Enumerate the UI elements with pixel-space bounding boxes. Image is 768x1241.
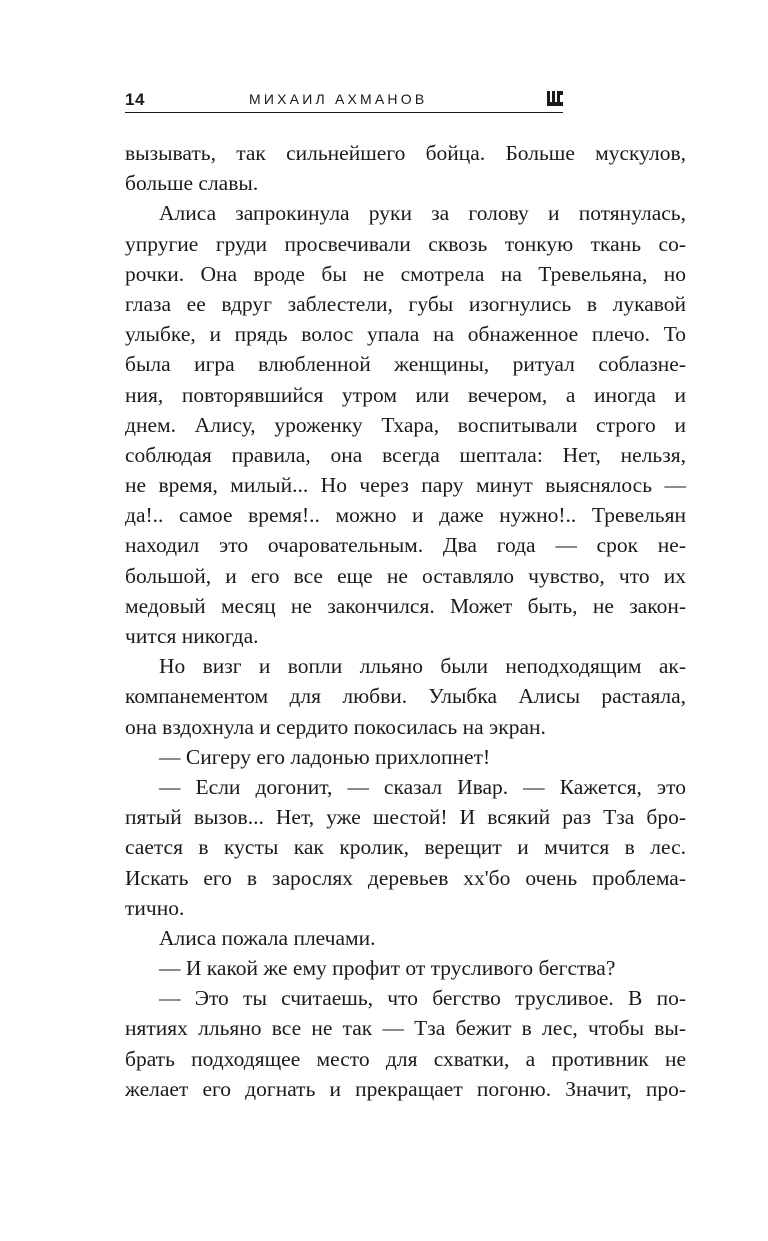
text-line: — Если догонит, — сказал Ивар. — Кажется, это — [159, 774, 686, 799]
publisher-logo-icon — [547, 91, 563, 106]
text-line: глаза ее вдруг заблестели, губы изогнулись в лукавой — [125, 291, 686, 316]
text-line: Алиса пожала плечами. — [159, 925, 376, 950]
text-line: не время, милый... Но через пару минут выяснялось — — [125, 473, 686, 498]
text-line: днем. Алису, уроженку Тхара, воспитывали строго и — [125, 412, 686, 437]
text-line: пятый вызов... Нет, уже шестой! И всякий раз Тза бро- — [125, 805, 686, 830]
text-line: улыбке, и прядь волос упала на обнаженное плечо. То — [125, 322, 686, 347]
text-line: вызывать, так сильнейшего бойца. Больше мускулов, — [125, 141, 686, 165]
text-line: была игра влюбленной женщины, ритуал соблазне- — [125, 352, 686, 377]
text-line: сается в кусты как кролик, верещит и мчится в лес. — [125, 835, 686, 860]
text-line: тично. — [125, 895, 185, 920]
text-line: большой, и его все еще не оставляло чувство, что их — [125, 563, 686, 588]
text-line: Искать его в зарослях деревьев хх'бо очень проблема- — [125, 865, 686, 890]
text-line: соблюдая правила, она всегда шептала: Нет, нельзя, — [125, 442, 686, 467]
text-line: медовый месяц не закончился. Может быть, не закон- — [125, 593, 686, 618]
text-line: упругие груди просвечивали сквозь тонкую ткань со- — [125, 231, 686, 256]
text-line: чится никогда. — [125, 624, 259, 648]
text-line: ния, повторявшийся утром или вечером, а иногда и — [125, 382, 686, 407]
text-line: Алиса запрокинула руки за голову и потянулась, — [159, 201, 686, 226]
header-rule — [125, 112, 563, 113]
page-number: 14 — [125, 90, 145, 109]
text-line: компанементом для любви. Улыбка Алисы растаяла, — [125, 684, 686, 709]
text-line: — Сигеру его ладонью прихлопнет! — [159, 744, 491, 769]
text-line: Но визг и вопли лльяно были неподходящим ак- — [159, 654, 686, 679]
text-line: да!.. самое время!.. можно и даже нужно!.. Тревельян — [125, 503, 686, 528]
running-head-author: МИХАИЛ АХМАНОВ — [249, 91, 428, 107]
text-line: — Это ты считаешь, что бегство трусливое. В по- — [159, 986, 686, 1011]
text-line: брать подходящее место для схватки, а противник не — [125, 1046, 686, 1071]
page-header — [125, 88, 563, 114]
text-line: — И какой же ему профит от трусливого бегства? — [159, 956, 616, 981]
text-line: находил это очаровательным. Два года — срок не- — [125, 533, 686, 558]
text-line: желает его догнать и прекращает погоню. Значит, про- — [125, 1076, 686, 1101]
body-text — [125, 138, 686, 1104]
text-line: она вздохнула и сердито покосилась на экран. — [125, 714, 546, 739]
text-line: больше славы. — [125, 171, 259, 196]
text-line: нятиях лльяно все не так — Тза бежит в лес, чтобы вы- — [125, 1016, 686, 1041]
text-line: рочки. Она вроде бы не смотрела на Тревельяна, но — [125, 261, 686, 286]
